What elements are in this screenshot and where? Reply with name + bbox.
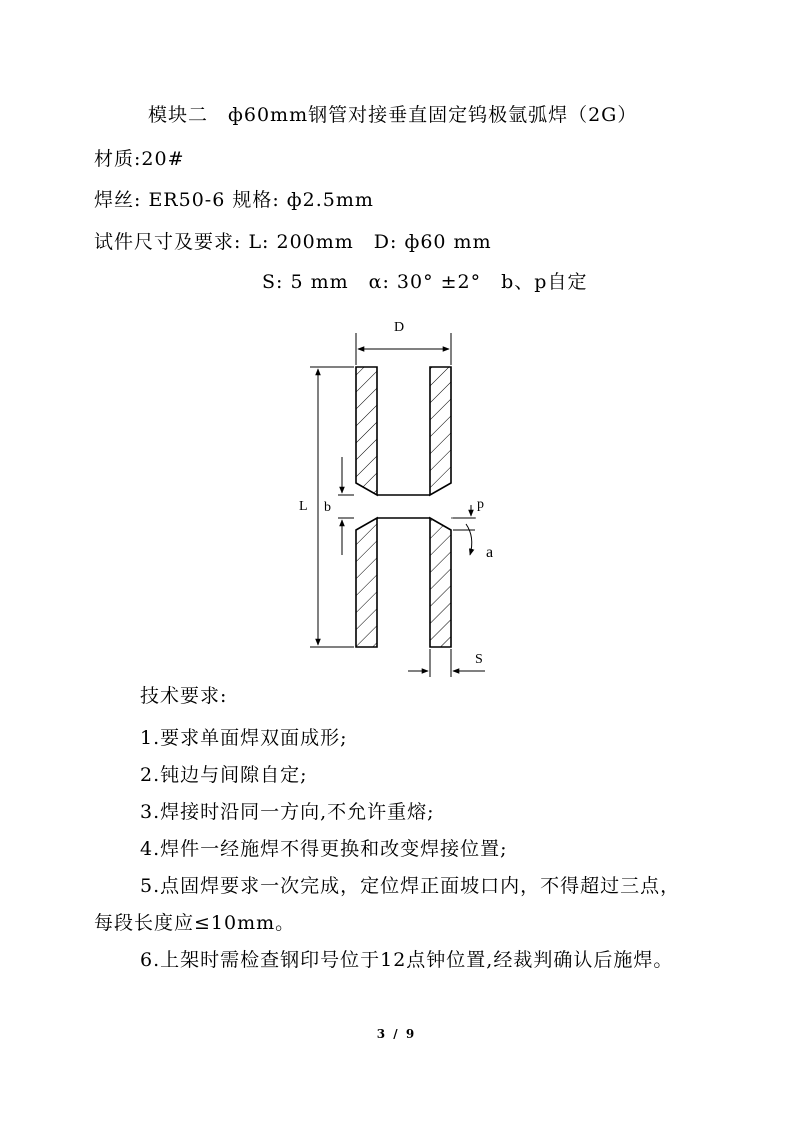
dimension-d bbox=[356, 320, 451, 365]
dimension-p bbox=[453, 497, 484, 530]
s-label: S bbox=[475, 652, 483, 667]
l-label: L bbox=[299, 499, 308, 514]
material-line: 材质:20# bbox=[94, 148, 185, 170]
requirement-item: 6.上架时需检查钢印号位于12点钟位置,经裁判确认后施焊。 bbox=[140, 949, 674, 971]
dimension-b bbox=[324, 457, 354, 555]
requirement-item: 5.点固焊要求一次完成，定位焊正面坡口内，不得超过三点， bbox=[140, 875, 681, 897]
pipe-joint-drawing bbox=[290, 305, 510, 680]
specimen-dimensions-line-2: S: 5 mm α: 30° ±2° b、p自定 bbox=[262, 271, 588, 293]
b-label: b bbox=[324, 500, 331, 515]
requirement-item: 2.钝边与间隙自定; bbox=[140, 764, 308, 786]
requirements-heading: 技术要求: bbox=[140, 685, 228, 707]
welding-wire-line: 焊丝: ER50-6 规格: ф2.5mm bbox=[94, 189, 374, 211]
requirement-item: 4.焊件一经施焊不得更换和改变焊接位置; bbox=[140, 838, 508, 860]
upper-pipe bbox=[356, 367, 451, 495]
requirement-item-continuation: 每段长度应≤10mm。 bbox=[94, 912, 296, 934]
bevel-angle bbox=[451, 518, 493, 561]
dimension-s bbox=[408, 649, 485, 677]
document-title: 模块二 ф60mm钢管对接垂直固定钨极氩弧焊（2G） bbox=[148, 104, 638, 126]
a-label: a bbox=[486, 544, 494, 561]
specimen-dimensions-line: 试件尺寸及要求: L: 200mm D: ф60 mm bbox=[94, 231, 492, 253]
page-number: 3 / 9 bbox=[376, 1027, 417, 1041]
requirement-item: 3.焊接时沿同一方向,不允许重熔; bbox=[140, 801, 435, 823]
lower-pipe bbox=[356, 518, 451, 647]
requirement-item: 1.要求单面焊双面成形; bbox=[140, 727, 348, 749]
d-label: D bbox=[394, 320, 405, 335]
p-label: p bbox=[477, 497, 484, 512]
